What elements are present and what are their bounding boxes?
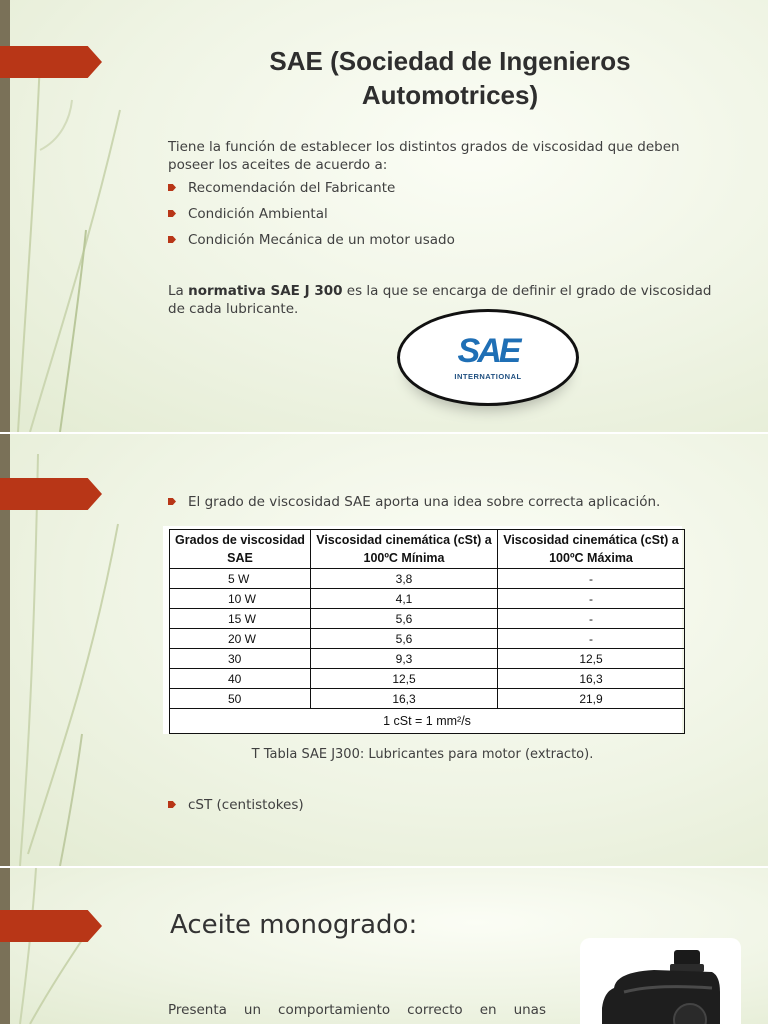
slide-sae-intro xyxy=(0,0,768,432)
table-header-cell: Viscosidad cinemática (cSt) a 100ºC Mínima xyxy=(311,530,498,569)
norma-line-1: La normativa SAE J 300 es la que se encarga de definir el grado de viscosidad xyxy=(168,283,712,299)
oil-bottle-icon xyxy=(594,948,724,1024)
bullet-item: El grado de viscosidad SAE aporta una idea sobre correcta aplicación. xyxy=(168,493,660,511)
table-row: 20 W 5,6 - xyxy=(170,629,685,649)
bullet-item: Condición Ambiental xyxy=(168,205,328,223)
viscosity-table-image xyxy=(163,526,682,734)
table-header-cell: Grados de viscosidad SAE xyxy=(170,530,311,569)
intro-line-1: Tiene la función de establecer los distintos grados de viscosidad que deben xyxy=(168,139,680,155)
title-line-2: Automotrices) xyxy=(361,80,539,110)
intro-line-2: poseer los aceites de acuerdo a: xyxy=(168,157,388,173)
slide-monogrado xyxy=(0,868,768,1024)
bullet-item: cST (centistokes) xyxy=(168,796,304,814)
slide-sae-table xyxy=(0,434,768,866)
sae-international-logo xyxy=(397,309,579,406)
table-row: 5 W 3,8 - xyxy=(170,569,685,589)
oil-bottle-image xyxy=(580,938,741,1024)
table-row: 50 16,3 21,9 xyxy=(170,689,685,709)
table-row: 10 W 4,1 - xyxy=(170,589,685,609)
table-row: 40 12,5 16,3 xyxy=(170,669,685,689)
bullet-arrow-icon xyxy=(168,801,176,808)
logo-international-text: INTERNATIONAL xyxy=(454,372,522,381)
intro-text xyxy=(168,138,728,174)
title-arrow-marker xyxy=(0,478,102,510)
table-footer-row xyxy=(170,709,685,734)
leaves-decoration xyxy=(0,868,140,1024)
bullet-arrow-icon xyxy=(168,236,176,243)
logo-sae-text: SAE xyxy=(457,332,519,370)
bullet-item: Condición Mecánica de un motor usado xyxy=(168,231,455,249)
table-caption: T Tabla SAE J300: Lubricantes para motor (extracto). xyxy=(251,747,594,762)
norma-bold: normativa SAE J 300 xyxy=(188,283,343,299)
bullet-arrow-icon xyxy=(168,210,176,217)
slide-title xyxy=(170,44,730,112)
table-row: 30 9,3 12,5 xyxy=(170,649,685,669)
norma-line-2: de cada lubricante. xyxy=(168,301,299,317)
viscosity-table xyxy=(169,529,685,734)
title-arrow-marker xyxy=(0,910,102,942)
slide-heading: Aceite monogrado: xyxy=(170,910,418,940)
title-line-1: SAE (Sociedad de Ingenieros xyxy=(269,46,631,76)
bullet-item: Recomendación del Fabricante xyxy=(168,179,395,197)
unit-note: 1 cSt = 1 mm²/s xyxy=(170,709,685,734)
table-header-row xyxy=(170,530,685,569)
bullet-arrow-icon xyxy=(168,498,176,505)
slide-paragraph: Presenta un comportamiento correcto en unas xyxy=(168,1002,546,1018)
norma-text xyxy=(168,282,728,318)
bullet-arrow-icon xyxy=(168,184,176,191)
table-header-cell: Viscosidad cinemática (cSt) a 100ºC Máxima xyxy=(498,530,685,569)
table-row: 15 W 5,6 - xyxy=(170,609,685,629)
title-arrow-marker xyxy=(0,46,102,78)
